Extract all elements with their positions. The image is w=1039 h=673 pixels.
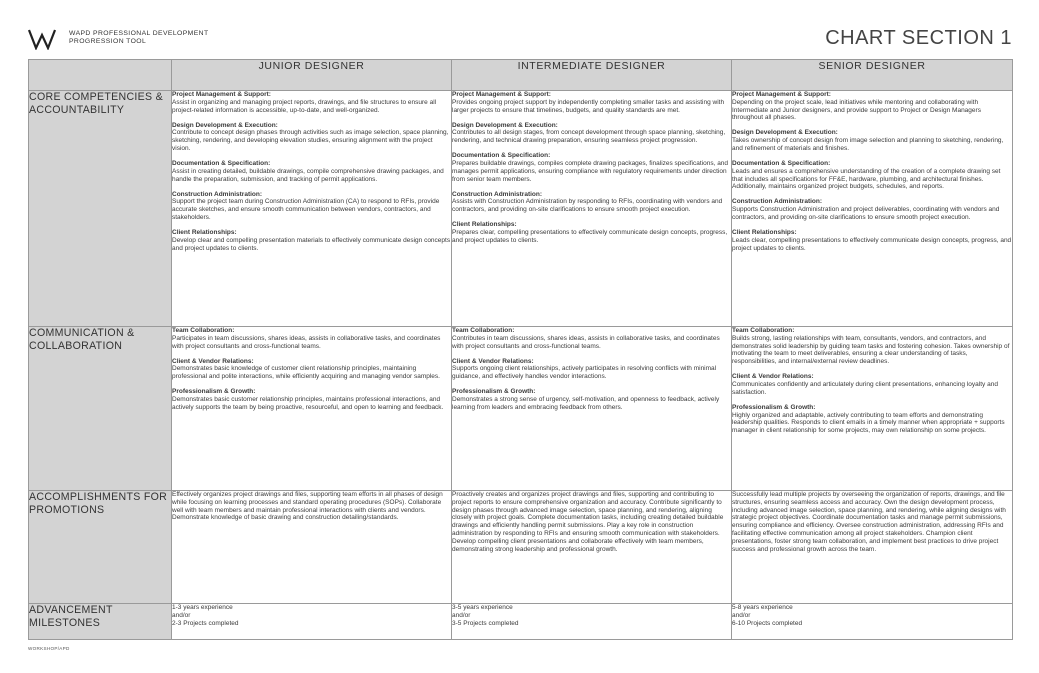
column-header-row — [29, 60, 1013, 91]
milestone-line: 3-5 years experience — [452, 604, 513, 611]
competency-text: Assists with Construction Administration by responding to RFIs, coordinating with vendors and contractors, and providing on-site clarifications to ensure smooth project execution. — [452, 198, 723, 214]
competency-title: Client Relationships: — [452, 221, 517, 229]
competency-text: Highly organized and adaptable, actively contributing to team efforts and demonstrating leadership qualities. Responds to client emails in a timely manner when appropriate + supports manager in client relationship for some projects, may own relationship on some projects. — [732, 411, 1005, 435]
competency-title: Documentation & Specification: — [172, 159, 271, 167]
competency-block — [452, 327, 731, 350]
competency-title: Client & Vendor Relations: — [172, 357, 254, 365]
footer-credit: WORKSHOP/APD — [28, 646, 70, 651]
competency-text: Builds strong, lasting relationships with team, consultants, vendors, and contractors, and demonstrates solid leadership by guiding team tasks and fostering cohesion. Takes ownership of motivating the team to meet deliverables, ensuring a clear understanding of tasks, responsibilities, and internal/external review deadlines. — [732, 334, 1010, 366]
competency-block — [172, 327, 451, 350]
milestone-line: 5-8 years experience — [732, 604, 793, 611]
competency-text: Develop clear and compelling presentation materials to effectively communicate design concepts and project updates to clients. — [172, 236, 451, 252]
competency-block — [732, 129, 1012, 152]
cell-milestones-senior — [732, 604, 1013, 640]
row-header-core-competencies: CORE COMPETENCIES & ACCOUNTABILITY — [29, 91, 172, 327]
competency-title: Team Collaboration: — [172, 327, 235, 334]
competency-title: Project Management & Support: — [172, 91, 271, 98]
competency-title: Team Collaboration: — [732, 327, 795, 334]
competency-block — [452, 221, 731, 244]
cell-core-senior — [732, 91, 1013, 327]
cell-accomplishments-junior: Effectively organizes project drawings and files, supporting team efforts in all phases of design while focusing on learning processes and standard operating procedures (SOPs). Collaborate well with team members and maintain professional interactions with clients and vendors. Demonstrate knowledge of basic drawing and construction detailing/standards. — [172, 491, 452, 604]
milestone-line: and/or — [732, 611, 751, 619]
competency-text: Assist in creating detailed, buildable drawings, compile comprehensive drawing packages, and handle the preparation, submission, and tracking of permit applications. — [172, 167, 444, 183]
competency-text: Participates in team discussions, shares ideas, assists in collaborative tasks, and coordinates with project consultants and cross-functional teams. — [172, 334, 441, 350]
competency-block — [732, 327, 1012, 366]
column-header-junior: JUNIOR DESIGNER — [172, 60, 452, 91]
competency-block — [172, 358, 451, 381]
column-header-senior: SENIOR DESIGNER — [732, 60, 1013, 91]
competency-block — [452, 122, 731, 145]
competency-text: Leads clear, compelling presentations to effectively communicate design concepts, progress, and project updates to clients. — [732, 236, 1012, 252]
competency-title: Design Development & Execution: — [732, 129, 838, 137]
competency-block — [732, 198, 1012, 221]
competency-text: Prepares clear, compelling presentations to effectively communicate design concepts, progress, and project updates to clients. — [452, 228, 728, 244]
competency-text: Support the project team during Construction Administration (CA) to respond to RFIs, provide accurate sketches, and ensure smooth communication between vendors, contractors, and stakeholders. — [172, 198, 440, 221]
competency-title: Design Development & Execution: — [452, 121, 558, 129]
cell-core-junior — [172, 91, 452, 327]
cell-communication-senior — [732, 327, 1013, 491]
milestone-line: and/or — [452, 611, 471, 619]
competency-text: Demonstrates basic customer relationship principles, maintains professional interactions, and actively supports the team by being proactive, resourceful, and open to learning and feedback. — [172, 395, 444, 411]
competency-block — [452, 191, 731, 214]
competency-text: Communicates confidently and articulately during client presentations, enhancing loyalty and satisfaction. — [732, 380, 998, 396]
row-accomplishments — [29, 491, 1013, 604]
competency-text: Assist in organizing and managing project reports, drawings, and file structures to ensure all project-related information is accessible, up-to-date, and well-organized. — [172, 98, 437, 114]
competency-title: Construction Administration: — [452, 190, 543, 198]
competency-title: Team Collaboration: — [452, 327, 515, 334]
competency-title: Project Management & Support: — [452, 91, 551, 98]
competency-title: Professionalism & Growth: — [172, 388, 256, 396]
competency-block — [172, 191, 451, 222]
competency-title: Project Management & Support: — [732, 91, 831, 98]
competency-text: Prepares buildable drawings, compiles complete drawing packages, finalizes specifications, and manages permit applications, ensuring compliance with regulatory requirements under direction from senior team members. — [452, 159, 729, 183]
competency-block — [172, 91, 451, 114]
competency-block — [452, 358, 731, 381]
competency-block — [732, 91, 1012, 122]
competency-title: Professionalism & Growth: — [732, 403, 816, 411]
competency-block — [452, 152, 731, 183]
competency-text: Provides ongoing project support by independently completing smaller tasks and assisting with larger projects to ensure that timelines, budgets, and quality standards are met. — [452, 98, 725, 114]
competency-block — [452, 91, 731, 114]
competency-text: Contributes to all design stages, from concept development through space planning, sketching, rendering, and technical drawing preparation, ensuring seamless project progression. — [452, 129, 726, 145]
competency-text: Depending on the project scale, lead initiatives while mentoring and collaborating with Intermediate and Junior designers, and provide support to Project or Design Managers throughout all phases. — [732, 98, 981, 122]
row-header-milestones: ADVANCEMENT MILESTONES — [29, 604, 172, 640]
competency-title: Client & Vendor Relations: — [732, 373, 814, 381]
competency-text: Demonstrates basic knowledge of customer client relationship principles, maintaining professional and polite interactions, while efficiently acquiring and managing vendor samples. — [172, 365, 440, 381]
corner-cell — [29, 60, 172, 91]
competency-text: Contribute to concept design phases through activities such as image selection, space planning, sketching, rendering, and developing elevation studies, ensuring alignment with the project vision. — [172, 129, 449, 152]
cell-accomplishments-senior: Successfully lead multiple projects by overseeing the organization of reports, drawings, and file structures, ensuring seamless access and accuracy. Own the design development process, including advanced image selection, space planning, and rendering, while aligning designs with strategic project objectives. Coordinate documentation tasks and manage permit submissions, ensuring compliance and efficiency. Oversee construction administration, addressing RFIs and facilitating effective communication among all project stakeholders. Champion client presentations, foster strong team collaboration, and implement best practices to drive project success and professional growth across the team. — [732, 491, 1013, 604]
progression-chart-table — [28, 59, 1013, 640]
competency-text: Takes ownership of concept design from image selection and planning to sketching, rendering, and refinement of materials and finishes. — [732, 137, 1004, 152]
competency-block — [172, 388, 451, 411]
milestone-line: 1-3 years experience — [172, 604, 233, 611]
competency-title: Client Relationships: — [172, 228, 237, 236]
competency-text: Contributes in team discussions, shares ideas, assists in collaborative tasks, and coordinates with project consultants and cross-functional teams. — [452, 334, 720, 350]
competency-block — [732, 404, 1012, 435]
section-title: CHART SECTION 1 — [825, 27, 1012, 49]
cell-communication-junior — [172, 327, 452, 491]
competency-title: Construction Administration: — [172, 190, 263, 198]
competency-block — [452, 388, 731, 411]
competency-text: Supports ongoing client relationships, actively participates in resolving conflicts with minimal guidance, and effectively handles vendor interactions. — [452, 365, 717, 381]
competency-text: Supports Construction Administration and project deliverables, coordinating with vendors and contractors, and providing on-site clarifications to ensure smooth project execution. — [732, 206, 1000, 221]
cell-core-intermediate — [452, 91, 732, 327]
competency-block — [732, 160, 1012, 191]
column-header-intermediate: INTERMEDIATE DESIGNER — [452, 60, 732, 91]
competency-title: Construction Administration: — [732, 198, 823, 206]
page-header — [28, 28, 1012, 56]
competency-text: Demonstrates a strong sense of urgency, self-motivation, and openness to feedback, actively learning from leaders and embracing feedback from others. — [452, 395, 720, 411]
company-line-2: PROGRESSION TOOL — [69, 38, 147, 45]
competency-title: Documentation & Specification: — [452, 152, 551, 160]
cell-communication-intermediate — [452, 327, 732, 491]
competency-title: Client Relationships: — [732, 228, 797, 236]
row-milestones — [29, 604, 1013, 640]
cell-milestones-intermediate — [452, 604, 732, 640]
competency-text: Leads and ensures a comprehensive understanding of the creation of a complete drawing set that includes all specifications for FF&E, hardware, plumbing, and architectural finishes. Additionally, maintains organized project budgets, schedules, and reports. — [732, 167, 1001, 191]
competency-block — [732, 229, 1012, 252]
cell-accomplishments-intermediate: Proactively creates and organizes project drawings and files, supporting and contributing to project reports to ensure comprehensive organization and accuracy. Contribute significantly to design phases through advanced image selection, space planning, and rendering, aligning closely with project goals. Complete documentation tasks, including creating detailed buildable drawings and efficiently handling permit submissions. Play a key role in construction administration by responding to RFIs and ensuring smooth communication with stakeholders. Develop compelling client presentations and collaborate effectively with team members, demonstrating strong leadership and professional growth. — [452, 491, 732, 604]
competency-block — [172, 229, 451, 252]
company-line-1: WAPD PROFESSIONAL DEVELOPMENT — [69, 30, 209, 37]
row-core-competencies — [29, 91, 1013, 327]
milestone-line: 2-3 Projects completed — [172, 619, 239, 627]
w-logo-icon — [28, 28, 56, 50]
milestone-line: and/or — [172, 611, 191, 619]
company-name — [69, 30, 209, 46]
competency-title: Design Development & Execution: — [172, 121, 278, 129]
milestone-line: 3-5 Projects completed — [452, 619, 519, 627]
competency-title: Professionalism & Growth: — [452, 388, 536, 396]
row-header-communication: COMMUNICATION & COLLABORATION — [29, 327, 172, 491]
competency-title: Documentation & Specification: — [732, 159, 831, 167]
competency-title: Client & Vendor Relations: — [452, 357, 534, 365]
row-communication — [29, 327, 1013, 491]
cell-milestones-junior — [172, 604, 452, 640]
competency-block — [732, 373, 1012, 396]
competency-block — [172, 160, 451, 183]
row-header-accomplishments: ACCOMPLISHMENTS FOR PROMOTIONS — [29, 491, 172, 604]
milestone-line: 6-10 Projects completed — [732, 619, 803, 627]
competency-block — [172, 122, 451, 153]
